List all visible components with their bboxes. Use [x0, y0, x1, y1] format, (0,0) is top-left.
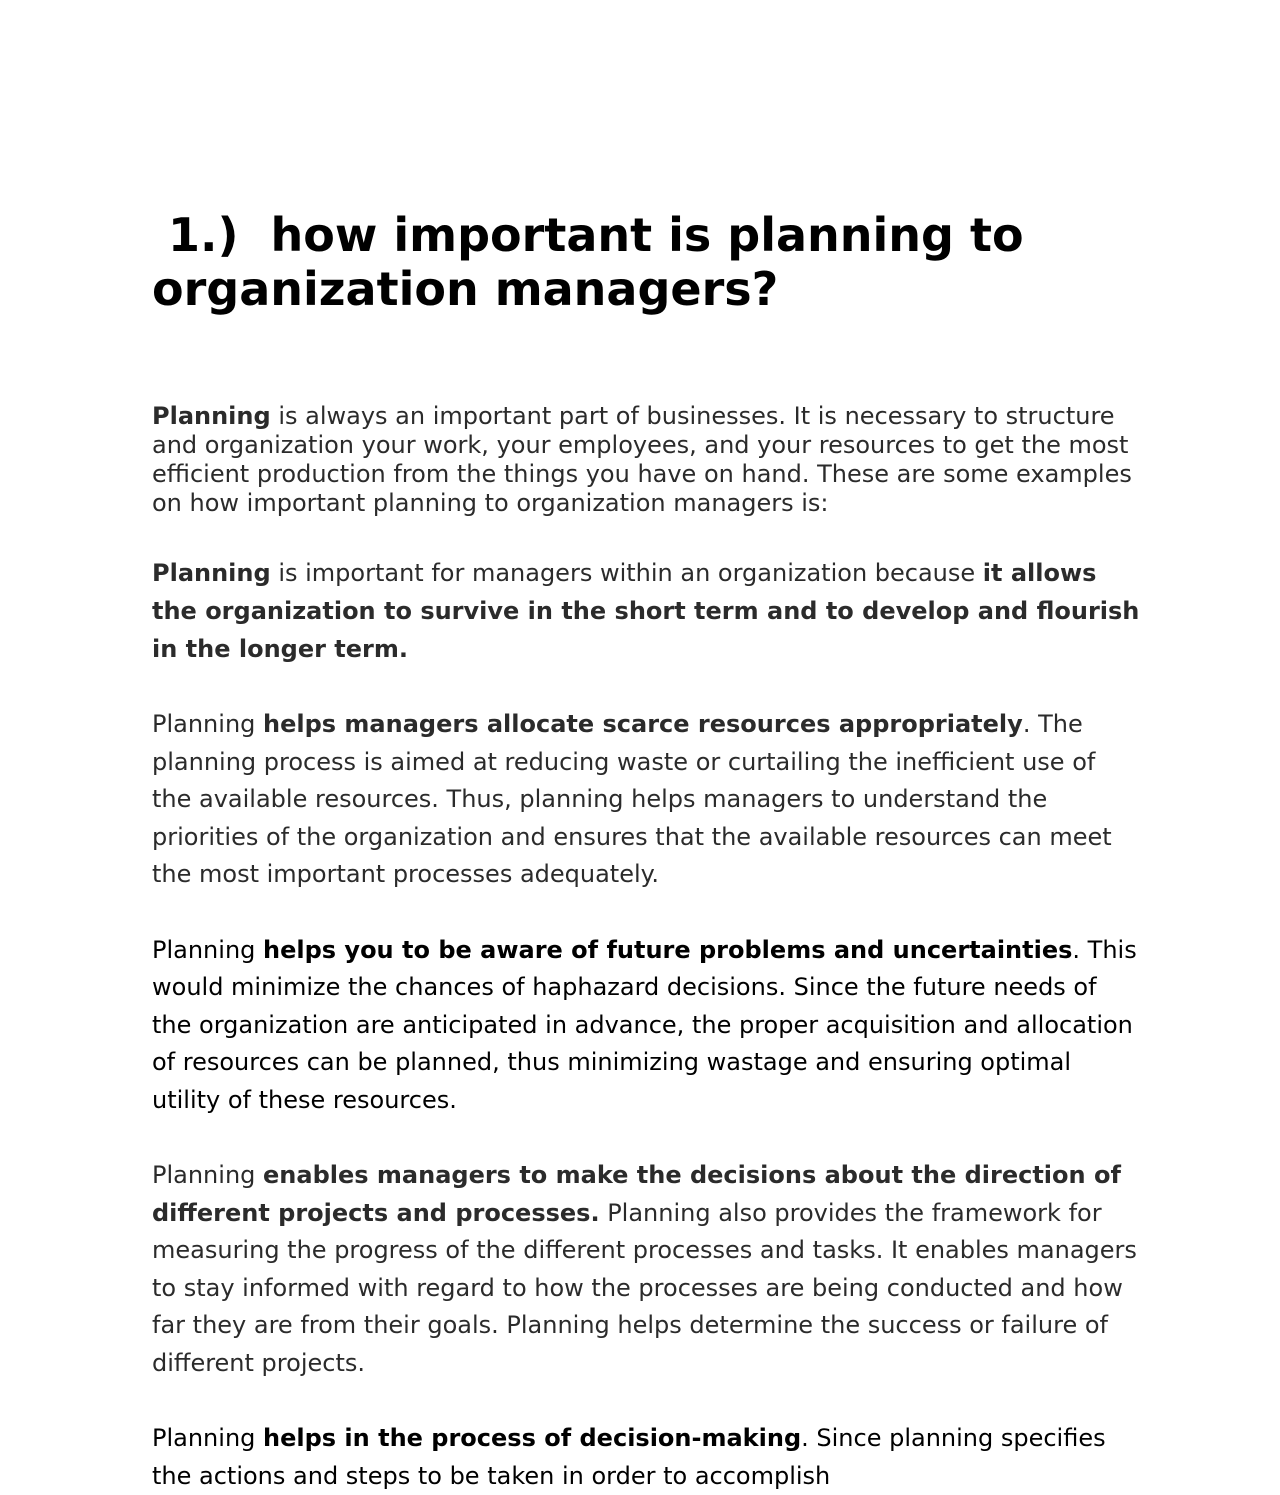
intro-text: is always an important part of businesses. It is necessary to structure and organization your work, your employees, and your resources to get the most efficient production from the things you have on hand. These are some examples on how important planning to organization managers is: [152, 402, 1132, 517]
paragraph-direction [152, 1157, 1142, 1382]
paragraph-bold: it allows the organization to survive in the short term and to develop and flourish in the longer term. [152, 559, 1140, 663]
paragraph-rest: . This would minimize the chances of haphazard decisions. Since the future needs of the organization are anticipated in advance, the proper acquisition and allocation of resources can be planned, thus minimizing wastage and ensuring optimal utility of these resources. [152, 935, 1137, 1114]
paragraph-lead: Planning [152, 559, 271, 587]
document-title: 1.) how important is planning to organization managers? [152, 208, 1040, 316]
paragraph-bold: helps in the process of decision-making [263, 1424, 802, 1452]
paragraph-uncertainties [152, 932, 1142, 1120]
paragraph-lead: Planning [152, 935, 264, 964]
paragraph-bold: enables managers to make the decisions about the direction of different projects and processes. [152, 1161, 1121, 1227]
paragraph-bold: helps you to be aware of future problems and uncertainties [263, 935, 1073, 964]
intro-paragraph [152, 402, 1142, 518]
paragraph-survive [152, 554, 1142, 668]
paragraph-bold: helps managers allocate scarce resources appropriately [263, 710, 1023, 738]
paragraph-decision-making [152, 1420, 1142, 1495]
paragraph-lead: Planning [152, 1161, 264, 1189]
document-page [152, 208, 1142, 1495]
paragraph-rest: . The planning process is aimed at reducing waste or curtailing the inefficient use of the available resources. Thus, planning helps managers to understand the priorities of the organization and ensures that the available resources can meet the most important processes adequately. [152, 710, 1112, 888]
paragraph-text: is important for managers within an organization because [270, 559, 983, 587]
paragraph-lead: Planning [152, 710, 264, 738]
paragraph-lead: Planning [152, 1424, 264, 1452]
paragraph-rest: . Since planning specifies the actions and steps to be taken in order to accomplish [152, 1424, 1106, 1490]
intro-lead: Planning [152, 402, 271, 430]
paragraph-rest: Planning also provides the framework for measuring the progress of the different processes and tasks. It enables managers to stay informed with regard to how the processes are being conducted and how far they are from their goals. Planning helps determine the success or failure of different projects. [152, 1198, 1137, 1377]
paragraph-resources [152, 706, 1142, 894]
